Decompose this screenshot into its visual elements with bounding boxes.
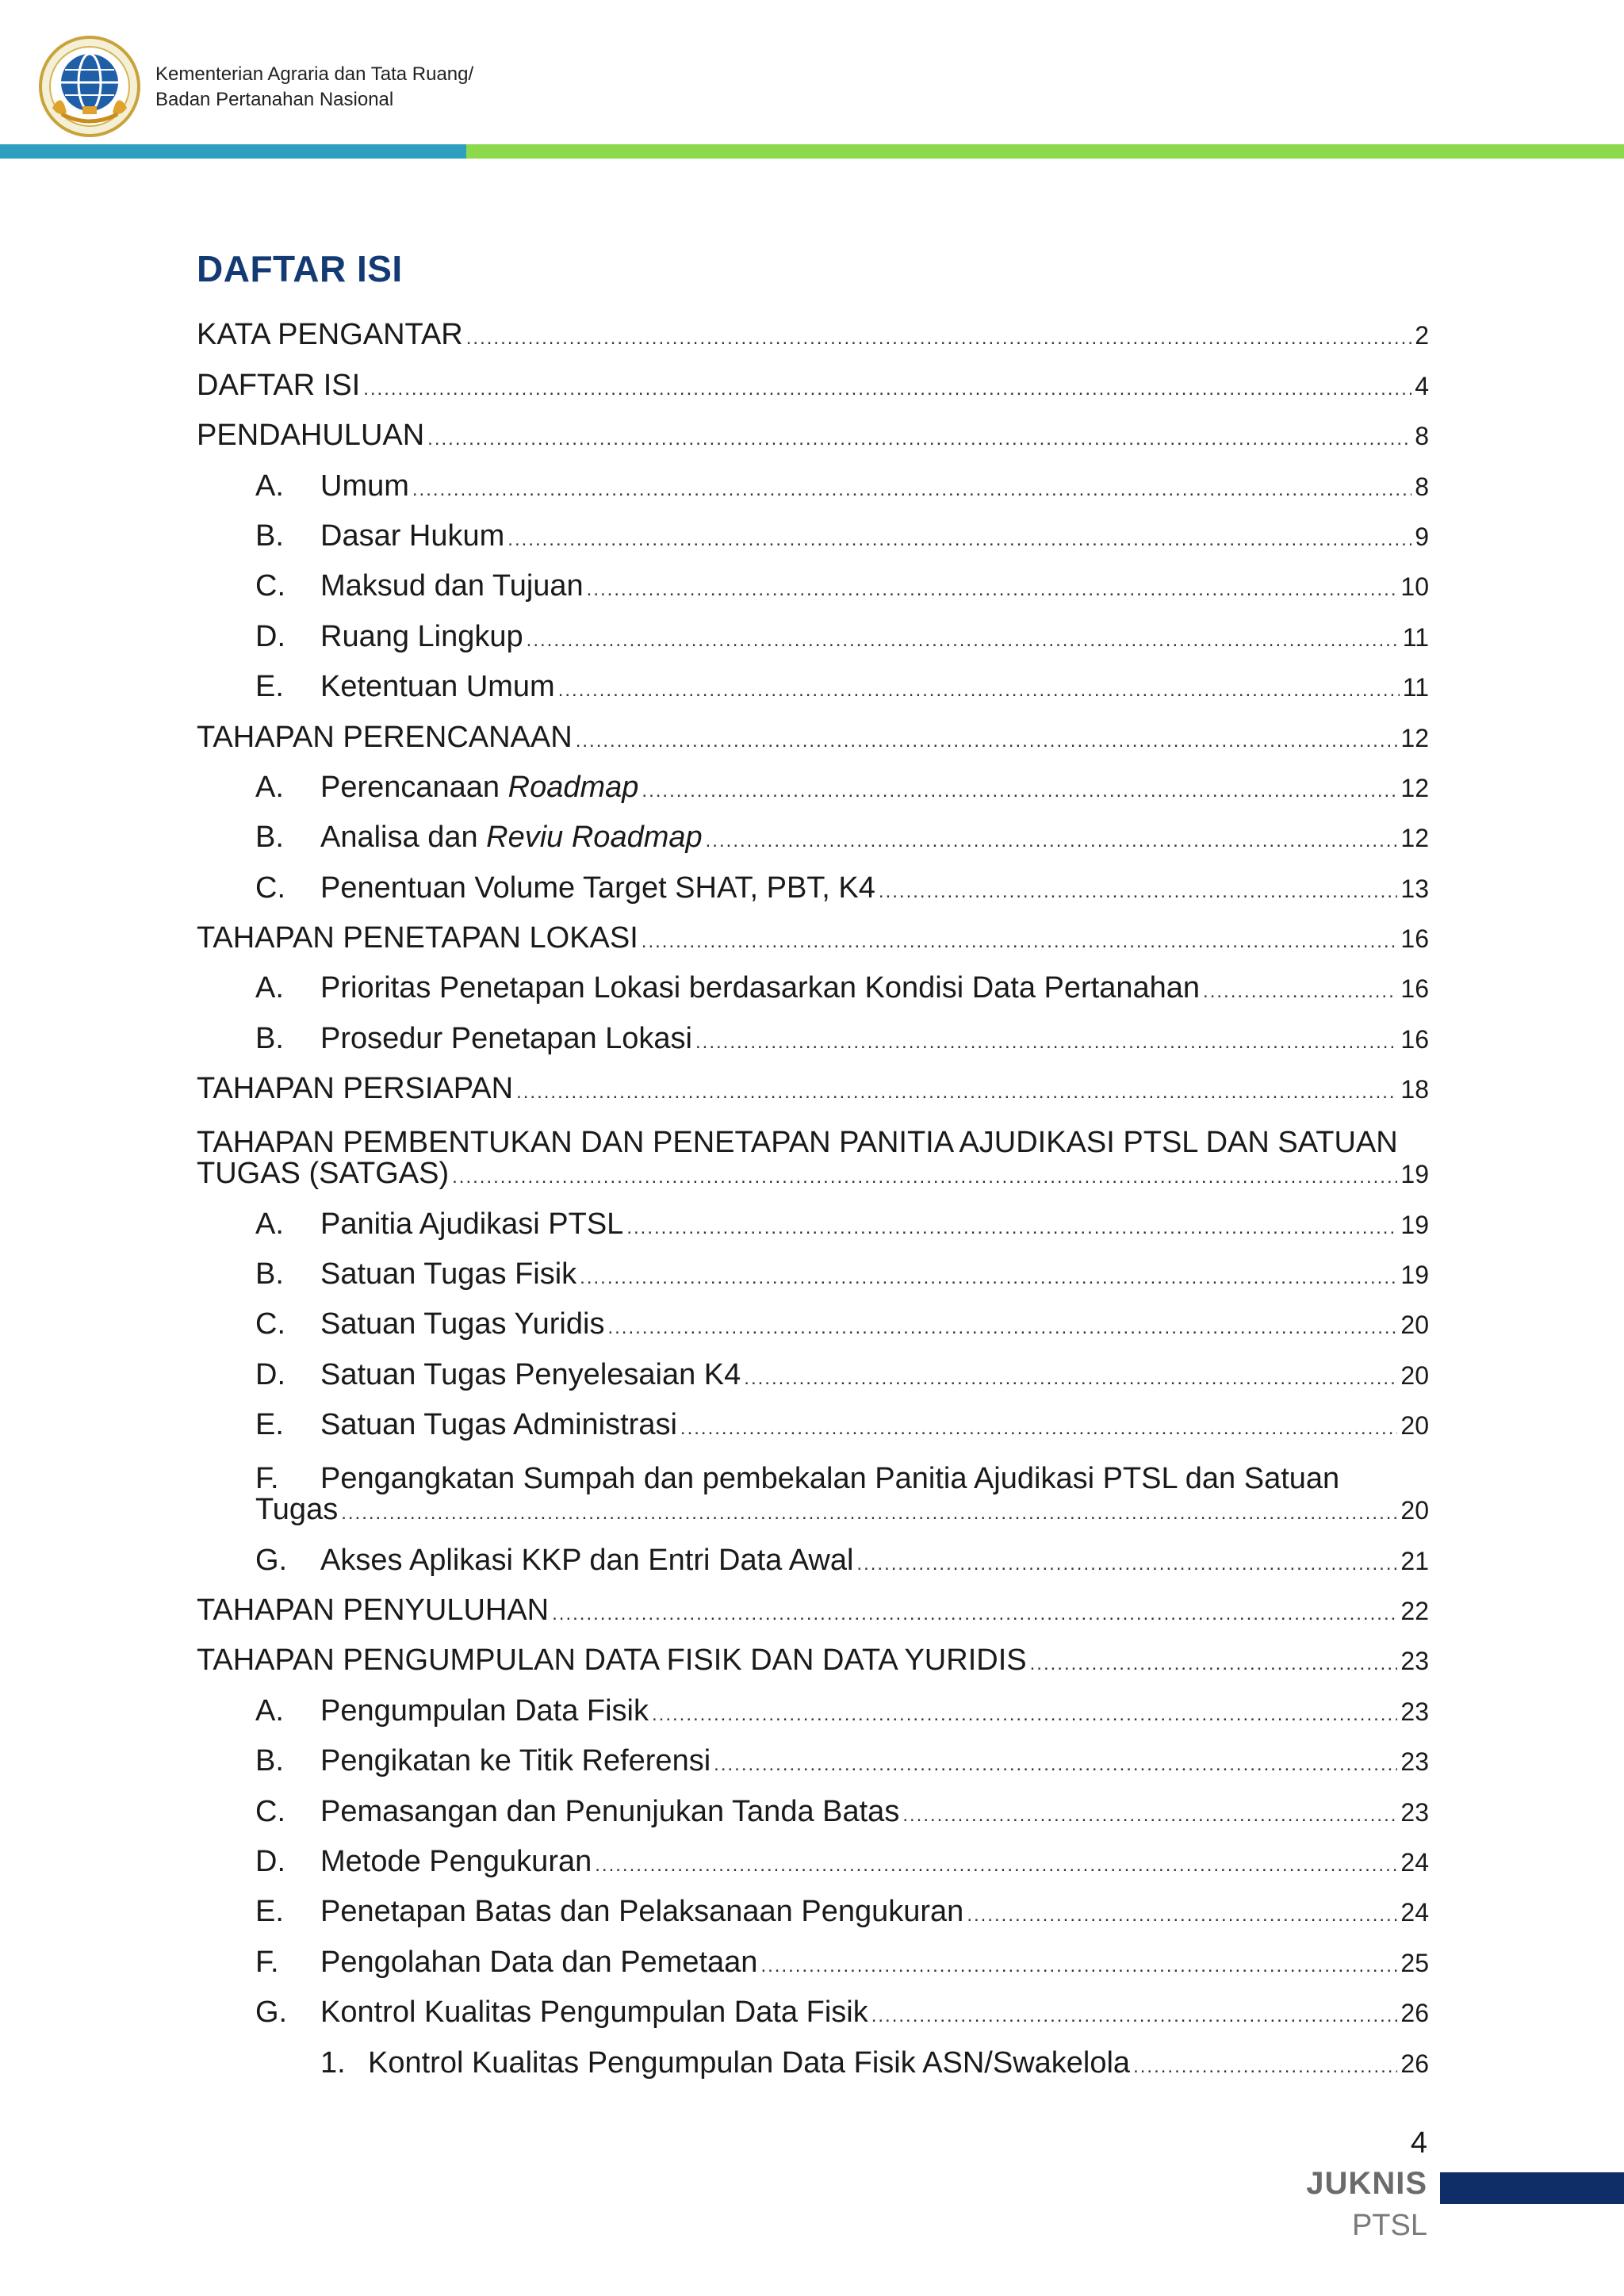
toc-entry-label-text: Panitia Ajudikasi PTSL [320, 1207, 624, 1241]
toc-entry-dot-leader [1030, 1647, 1398, 1682]
toc-entry-label-text: Analisa dan [320, 821, 487, 855]
toc-entry-marker: A. [255, 1693, 284, 1728]
page-number: 4 [1410, 2126, 1427, 2160]
toc-entry-label-text: Pengikatan ke Titik Referensi [320, 1744, 711, 1778]
toc-entry-dot-leader [879, 874, 1398, 909]
toc-entry[interactable] [197, 1743, 1429, 1793]
header-bar-green [466, 144, 1624, 159]
toc-entry-label [320, 619, 523, 654]
toc-entry-label-text: Maksud dan Tujuan [320, 569, 584, 603]
header-bar-blue [0, 144, 466, 159]
toc-entry-marker: G. [255, 1543, 288, 1577]
toc-entry-page: 12 [1400, 773, 1429, 802]
toc-entry-marker: C. [255, 569, 285, 603]
toc-entry[interactable] [197, 1593, 1429, 1643]
toc-entry-page: 18 [1400, 1075, 1429, 1104]
footer-brand-ptsl: PTSL [1351, 2209, 1427, 2242]
toc-entry-dot-leader [412, 473, 1411, 507]
toc-entry-marker: F. [255, 1945, 279, 1979]
toc-entry-page: 21 [1400, 1546, 1429, 1575]
toc-entry-label [320, 1407, 677, 1442]
toc-entry-label-text: Akses Aplikasi KKP dan Entri Data Awal [320, 1543, 854, 1577]
toc-entry[interactable] [197, 669, 1429, 719]
toc-entry-label-text: Ruang Lingkup [320, 619, 523, 653]
toc-entry[interactable] [197, 920, 1429, 970]
toc-entry-dot-leader [680, 1411, 1397, 1446]
toc-entry-dot-leader [363, 372, 1411, 407]
toc-entry[interactable] [197, 2045, 1429, 2095]
toc-entry[interactable] [197, 870, 1429, 920]
toc-entry-dot-leader [967, 1898, 1397, 1933]
toc-entry-page: 11 [1402, 622, 1429, 652]
bpn-logo-icon [38, 35, 141, 138]
org-line-2: Badan Pertanahan Nasional [155, 89, 394, 110]
toc-entry-marker: 1. [320, 2045, 346, 2080]
toc-entry-page: 8 [1415, 422, 1429, 451]
toc-entry-marker: C. [255, 871, 285, 905]
toc-entry-dot-leader [552, 1597, 1397, 1632]
toc-entry-label-text: Pemasangan dan Penunjukan Tanda Batas [320, 1794, 900, 1828]
toc-entry-page: 26 [1400, 2049, 1429, 2078]
toc-entry-label-text: PENDAHULUAN [197, 419, 425, 453]
toc-entry-marker: A. [255, 1207, 284, 1241]
toc-entry-dot-leader [341, 1496, 1397, 1531]
toc-entry-label-text: Penentuan Volume Target SHAT, PBT, K4 [320, 871, 875, 905]
toc-entry-page: 19 [1400, 1210, 1429, 1239]
toc-entry[interactable] [197, 519, 1429, 568]
toc-entry[interactable] [197, 719, 1429, 769]
toc-entry-label [320, 1945, 757, 1980]
toc-entry-dot-leader [427, 422, 1411, 457]
toc-entry-label-text: TAHAPAN PERENCANAAN [197, 720, 573, 754]
toc-entry[interactable] [197, 1407, 1429, 1457]
toc-entry-label-text: Metode Pengukuran [320, 1844, 592, 1878]
toc-entry-label [197, 317, 463, 352]
toc-entry-label-text: Dasar Hukum [320, 519, 505, 553]
toc-entry-label [320, 770, 638, 805]
toc-entry-first-line [255, 1461, 1339, 1496]
toc-entry-page: 11 [1402, 673, 1429, 702]
toc-entry-page: 20 [1400, 1311, 1429, 1340]
toc-entry-dot-leader [871, 1999, 1398, 2034]
toc-entry-dot-leader [466, 321, 1411, 356]
toc-entry-label [197, 1643, 1027, 1678]
toc-entry-dot-leader [527, 623, 1400, 658]
toc-entry-label [320, 871, 875, 905]
toc-entry[interactable] [197, 1793, 1429, 1843]
toc-entry-dot-leader [652, 1697, 1397, 1732]
toc-entry-dot-leader [760, 1949, 1397, 1984]
toc-entry-marker: B. [255, 519, 284, 553]
toc-entry-page: 10 [1400, 572, 1429, 602]
toc-entry-page: 20 [1400, 1411, 1429, 1441]
toc-entry-page: 23 [1400, 1797, 1429, 1827]
toc-entry-page: 23 [1400, 1697, 1429, 1726]
toc-entry-marker: F. [255, 1462, 279, 1496]
toc-entry-label-text: Ketentuan Umum [320, 670, 555, 704]
toc-entry-page: 20 [1400, 1496, 1429, 1525]
toc-entry-marker: B. [255, 1257, 284, 1292]
toc-entry-label [320, 568, 584, 603]
toc-entry-label-text: Kontrol Kualitas Pengumpulan Data Fisik ASN/Swakelola [368, 2045, 1131, 2080]
toc-entry-dot-leader [595, 1848, 1397, 1883]
toc-entry-page: 24 [1400, 1847, 1429, 1877]
toc-entry-marker: C. [255, 1794, 285, 1828]
toc-entry-dot-leader [902, 1798, 1397, 1833]
toc-entry-label [320, 1794, 899, 1829]
toc-entry-dot-leader [642, 924, 1398, 959]
toc-entry-dot-leader [508, 522, 1411, 557]
toc-entry-dot-leader [706, 824, 1398, 859]
toc-entry-dot-leader [516, 1075, 1397, 1110]
toc-entry-label [320, 1307, 604, 1341]
toc-entry-label [197, 720, 573, 755]
organization-name [155, 62, 473, 113]
toc-entry-label [320, 1543, 853, 1578]
toc-entry-label [320, 1995, 868, 2030]
toc-entry-label-text: DAFTAR ISI [197, 368, 361, 402]
toc-entry[interactable] [197, 1944, 1429, 1994]
toc-entry-page: 2 [1415, 321, 1429, 350]
toc-entry-label-text: Satuan Tugas Fisik [320, 1257, 577, 1292]
toc-entry-label-text: Satuan Tugas Penyelesaian K4 [320, 1357, 741, 1391]
toc-entry[interactable] [197, 1071, 1429, 1121]
toc-entry-page: 4 [1415, 371, 1429, 400]
toc-entry[interactable] [197, 1307, 1429, 1357]
toc-entry[interactable] [197, 1357, 1429, 1406]
toc-entry-dot-leader [1203, 974, 1397, 1009]
toc-entry[interactable] [197, 468, 1429, 518]
toc-entry-label [320, 1693, 649, 1728]
page-header [0, 0, 1624, 159]
toc-entry-label [320, 1357, 741, 1392]
toc-entry-label [320, 1207, 623, 1242]
toc-entry-label-text: TAHAPAN PENYULUHAN [197, 1593, 550, 1627]
toc-entry-marker: G. [255, 1996, 288, 2030]
toc-entry-marker: D. [255, 619, 285, 653]
toc-entry-label [320, 469, 409, 503]
toc-entry[interactable] [197, 317, 1429, 367]
toc-entry-page: 9 [1415, 522, 1429, 551]
toc-entry[interactable] [197, 1894, 1429, 1944]
toc-entry[interactable] [197, 1020, 1429, 1070]
toc-entry-label-text: TAHAPAN PERSIAPAN [197, 1072, 514, 1106]
toc-entry-label-text: Penetapan Batas dan Pelaksanaan Pengukuran [320, 1895, 964, 1929]
toc-entry[interactable] [197, 820, 1429, 870]
toc-entry[interactable] [197, 970, 1429, 1020]
toc-entry-label-italic: Reviu Roadmap [486, 821, 703, 855]
toc-entry-label-text: Prioritas Penetapan Lokasi berdasarkan Kondisi Data Pertanahan [320, 971, 1201, 1005]
toc-entry[interactable] [197, 568, 1429, 618]
toc-entry-label [320, 1743, 710, 1778]
toc-entry-label-text: TUGAS (SATGAS) [197, 1157, 450, 1191]
footer-brand-juknis: JUKNIS [1306, 2166, 1427, 2201]
toc-entry-label [197, 1156, 449, 1191]
toc-entry-marker: A. [255, 971, 284, 1005]
toc-entry-label [320, 970, 1200, 1005]
toc-entry-marker: E. [255, 670, 284, 704]
toc-entry-label-text: Perencanaan [320, 770, 508, 804]
toc-entry-dot-leader [642, 774, 1397, 809]
toc-entry-label-italic: Roadmap [508, 770, 639, 804]
toc-entry-dot-leader [452, 1160, 1397, 1195]
toc-entry-label-text: TAHAPAN PENGUMPULAN DATA FISIK DAN DATA YURIDIS [197, 1644, 1027, 1678]
toc-entry-dot-leader [587, 572, 1398, 607]
toc-entry-marker: A. [255, 469, 284, 503]
table-of-contents [197, 317, 1429, 2095]
toc-entry[interactable] [197, 618, 1429, 668]
toc-entry[interactable] [197, 1542, 1429, 1592]
toc-entry-dot-leader [744, 1361, 1397, 1396]
toc-entry-label [320, 519, 504, 553]
toc-entry-dot-leader [607, 1311, 1397, 1345]
toc-entry-first-line: TAHAPAN PEMBENTUKAN DAN PENETAPAN PANITIA AJUDIKASI PTSL DAN SATUAN [197, 1126, 1398, 1160]
toc-entry-dot-leader [626, 1211, 1397, 1246]
toc-entry[interactable] [197, 1121, 1429, 1206]
toc-entry-page: 16 [1400, 974, 1429, 1004]
toc-entry-label-text: Satuan Tugas Administrasi [320, 1408, 677, 1442]
toc-entry-marker: E. [255, 1408, 284, 1442]
toc-entry-label [320, 1257, 576, 1292]
toc-entry-page: 20 [1400, 1360, 1429, 1390]
toc-entry-marker: D. [255, 1844, 285, 1878]
toc-entry-dot-leader [580, 1261, 1397, 1295]
toc-entry-page: 26 [1400, 1999, 1429, 2028]
toc-entry-label [197, 368, 360, 403]
toc-entry[interactable] [197, 1995, 1429, 2045]
toc-entry-page: 23 [1400, 1647, 1429, 1676]
toc-entry-label-text: TAHAPAN PENETAPAN LOKASI [197, 921, 638, 955]
toc-entry[interactable] [197, 418, 1429, 468]
toc-entry-label [320, 1844, 592, 1879]
toc-entry-page: 23 [1400, 1747, 1429, 1777]
toc-entry-page: 16 [1400, 1024, 1429, 1054]
toc-entry-label [320, 1021, 692, 1056]
toc-entry-dot-leader [856, 1547, 1397, 1582]
toc-entry-marker: B. [255, 1744, 284, 1778]
toc-entry-page: 19 [1400, 1261, 1429, 1290]
toc-entry-marker: B. [255, 1021, 284, 1055]
toc-entry[interactable] [197, 1206, 1429, 1256]
toc-entry-page: 16 [1400, 924, 1429, 954]
toc-entry-marker: C. [255, 1307, 285, 1341]
toc-entry[interactable] [197, 1257, 1429, 1307]
toc-entry-label [197, 1071, 513, 1106]
toc-entry[interactable] [197, 1457, 1429, 1542]
toc-entry[interactable] [197, 770, 1429, 820]
toc-entry-label-text: Kontrol Kualitas Pengumpulan Data Fisik [320, 1996, 868, 2030]
toc-entry-label [368, 2045, 1130, 2080]
toc-entry-label-text: Pengolahan Data dan Pemetaan [320, 1945, 758, 1979]
toc-entry[interactable] [197, 1844, 1429, 1894]
page-title: DAFTAR ISI [197, 248, 403, 289]
toc-entry-label-text: Satuan Tugas Yuridis [320, 1307, 605, 1341]
toc-entry-page: 19 [1400, 1160, 1429, 1189]
toc-entry-label-text: Umum [320, 469, 409, 503]
toc-entry-page: 8 [1415, 472, 1429, 501]
toc-entry-marker: A. [255, 770, 284, 804]
toc-entry-label [320, 1894, 963, 1929]
footer-bar [1440, 2172, 1624, 2204]
toc-entry-first-line-text: Pengangkatan Sumpah dan pembekalan Panitia Ajudikasi PTSL dan Satuan [320, 1462, 1340, 1496]
toc-entry-label [197, 1593, 549, 1628]
toc-entry-page: 12 [1400, 824, 1429, 853]
toc-entry-label [320, 669, 555, 704]
toc-entry-label [197, 920, 638, 955]
toc-entry[interactable] [197, 1643, 1429, 1693]
toc-entry-page: 24 [1400, 1898, 1429, 1927]
toc-entry-label [197, 418, 424, 453]
toc-entry-dot-leader [695, 1025, 1397, 1060]
toc-entry-marker: E. [255, 1895, 284, 1929]
toc-entry[interactable] [197, 367, 1429, 417]
toc-entry-page: 12 [1400, 723, 1429, 752]
toc-entry-page: 25 [1400, 1948, 1429, 1977]
toc-entry-label-text: KATA PENGANTAR [197, 318, 463, 352]
org-line-1: Kementerian Agraria dan Tata Ruang/ [155, 63, 474, 85]
toc-entry-label-text: Pengumpulan Data Fisik [320, 1693, 649, 1728]
toc-entry-label-text: Tugas [255, 1493, 339, 1527]
toc-entry-label-text: Prosedur Penetapan Lokasi [320, 1021, 692, 1055]
toc-entry-dot-leader [558, 673, 1400, 708]
toc-entry-page: 22 [1400, 1596, 1429, 1625]
toc-entry-page: 13 [1400, 874, 1429, 903]
toc-entry-label [255, 1492, 338, 1527]
toc-entry[interactable] [197, 1693, 1429, 1743]
toc-entry-label [320, 820, 703, 855]
toc-entry-marker: D. [255, 1357, 285, 1391]
toc-entry-dot-leader [576, 724, 1398, 759]
toc-entry-marker: B. [255, 821, 284, 855]
toc-entry-dot-leader [1133, 2049, 1397, 2084]
toc-entry-dot-leader [714, 1747, 1397, 1782]
